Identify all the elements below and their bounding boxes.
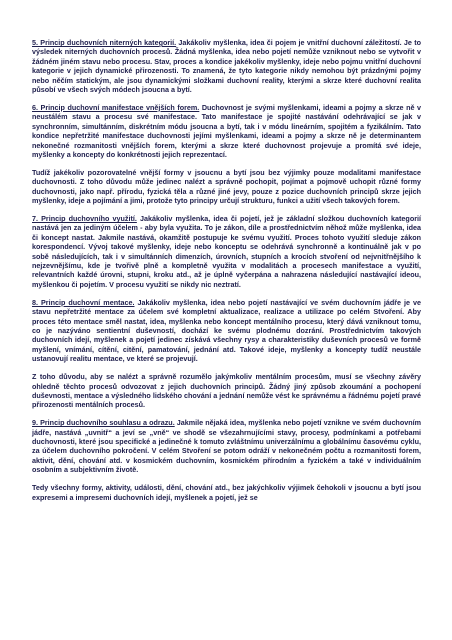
document-page — [32, 38, 421, 510]
paragraph-body: Tedy všechny formy, aktivity, události, dění, chování atd., bez jakýchkoliv výjimek čehokoli v jsoucnu a bytí jsou expresemi a impresemi duchovních idejí, myšlenek a pojetí, jež se — [32, 483, 421, 502]
section-7 — [32, 214, 421, 289]
section-body: Jakákoliv myšlenka, idea nebo pojetí nastávající ve svém duchovním jádře je ve stavu nepřetržité mentace za účelem své kompletní aktualizace, realizace a utilizace po celém Stvoření. Aby proces této mentace směl nastat, idea, myšlenka nebo koncept mentálního procesu, který dává vzniknout tomu, co je nazýváno sentientní duševností, dochází ke svému plodnému dozrání. Prostřednictvím takových duchovních idejí, myšlenek a pojetí jedinec získává všechny rysy a charakteristiky duševních procesů ve formě myšlení, vnímání, cítění, citění, pamatování, jednání atd. Takové ideje, myšlenky a koncepty tudíž neustále ustanovují realitu mentace, ve které se projevují. — [32, 297, 422, 364]
section-body: Jakákoliv myšlenka, idea či pojetí, jež je základní složkou duchovních kategorií nastává jen za jediným účelem - aby byla využita. To je zákon, díle a prostřednictvím něhož může myšlenka, idea či koncept nastat. Jakmile nastává, okamžitě postupuje ke svému využití. Proces tohoto využití sleduje zákon korespondencí. Vývoj takové myšlenky, ideje nebo konceptu se odehrává synchronně a kontinuálně jak v po sobě následujících, tak i v simultánních dimenzích, úrovních, stupních a krocích stvoření od nejvnitřnějšího k nejzevnějšímu, kde je tvořivě plně a kompletně využita v modalitách a procesech manifestace a využití, relevantních každé úrovni, stupni, kroku atd., až je úplně vyčerpána a nahrazena následující nastávající ideou, myšlenkou či pojetím. V procesu využití se nikdy nic neztratí. — [32, 214, 422, 289]
paragraph-body: Tudíž jakékoliv pozorovatelné vnější formy v jsoucnu a bytí jsou bez výjimky pouze modalitami manifestace duchovnosti. Z toho důvodu může jedinec nalézt a správně pochopit, pojímat a pojmově uchopit různé formy duchovnosti, jako např. přírodu, fyzická těla a různé jiné jevy, pouze z pozice duchovních principů skrze jejich myšlenky, ideje a pojímání a jimi, protože tyto principy určují strukturu, funkci a užití všech takových forem. — [32, 167, 421, 206]
paragraph-expressions — [32, 483, 421, 502]
paragraph-body: Z toho důvodu, aby se nalézt a správně rozumělo jakýmkoliv mentálním procesům, musí se všechny závěry ohledně těchto procesů odvozovat z jejich duchovních principů. Žádný jiný způsob zkoumání a pochopení duševnosti, mentace a výsledného lidského chování a jednání nemůže vést ke správnému a řádnému pojetí pravé přirozenosti mentálních procesů. — [32, 372, 421, 410]
section-heading: 5. Princip duchovních niterných kategorií. — [32, 38, 177, 47]
section-heading: 6. Princip duchovní manifestace vnějších forem. — [32, 102, 200, 112]
section-9 — [32, 418, 421, 474]
section-heading: 9. Princip duchovního souhlasu a odrazu. — [32, 418, 175, 428]
section-heading: 8. Princip duchovní mentace. — [32, 297, 135, 307]
section-body: Jakákoliv myšlenka, idea či pojem je vnitřní duchovní záležitostí. Je to výsledek niterných duchovních procesů. Žádná myšlenka, idea nebo pojetí nemůže vzniknout nebo se vytvořit v žádném jiném stavu nebo procesu. Stav, proces a kondice jakékoliv myšlenky, ideje nebo pojmu vnitřní duchovní kategorie v jejich dynamické přirozenosti. To znamená, že tyto kategorie nikdy nemohou být prázdnými pojmy nebo něčím statickým, ale jsou dynamickými složkami duchovní reality, kterými a skrze které duchovní realita působí ve všech svých módech jsoucna a bytí. — [32, 38, 421, 95]
section-8 — [32, 298, 421, 364]
section-heading: 7. Princip duchovního využití. — [32, 214, 137, 223]
paragraph-forms — [32, 168, 421, 206]
section-5 — [32, 38, 421, 94]
paragraph-mental-processes — [32, 372, 421, 410]
section-6 — [32, 103, 421, 159]
section-body: Jakmile nějaká idea, myšlenka nebo pojetí vznikne ve svém duchovním jádře, nastává „uvnitř“ a jeví se „vně“ ve shodě se všezahrnujícími stavy, procesy, podmínkami a potřebami duchovnosti, které jsou specifické a jedinečné k tomuto zvláštnímu univerzálnímu a globálnímu časovému cyklu, za účelem duchovního pokročení. V celém Stvoření se potom odráží v nekonečném počtu a rozmanitosti forem, aktivit, dění, chování atd. v kosmickém duchovním, kosmickém přírodním a fyzickém a také v individuálním osobním a subjektivním životě. — [32, 418, 421, 475]
section-body: Duchovnost je svými myšlenkami, ideami a pojmy a skrze ně v neustálém stavu a procesu své manifestace. Tato manifestace je spojité nastávání odehrávající se jak v synchronním, simultánním, diskrétním módu jsoucna a bytí, tak i v módu lineárním, spojitém a fyzikálním. Tato kondice nepřetržité manifestace duchovnosti jejími myšlenkami, ideami a pojmy a skrze ně je determinantem nekonečné rozmanitosti vnějších forem, kterými a skrze které duchovnost projevuje a promítá své ideje, myšlenky a koncepty do konkrétnosti jejich reprezentací. — [32, 102, 421, 159]
